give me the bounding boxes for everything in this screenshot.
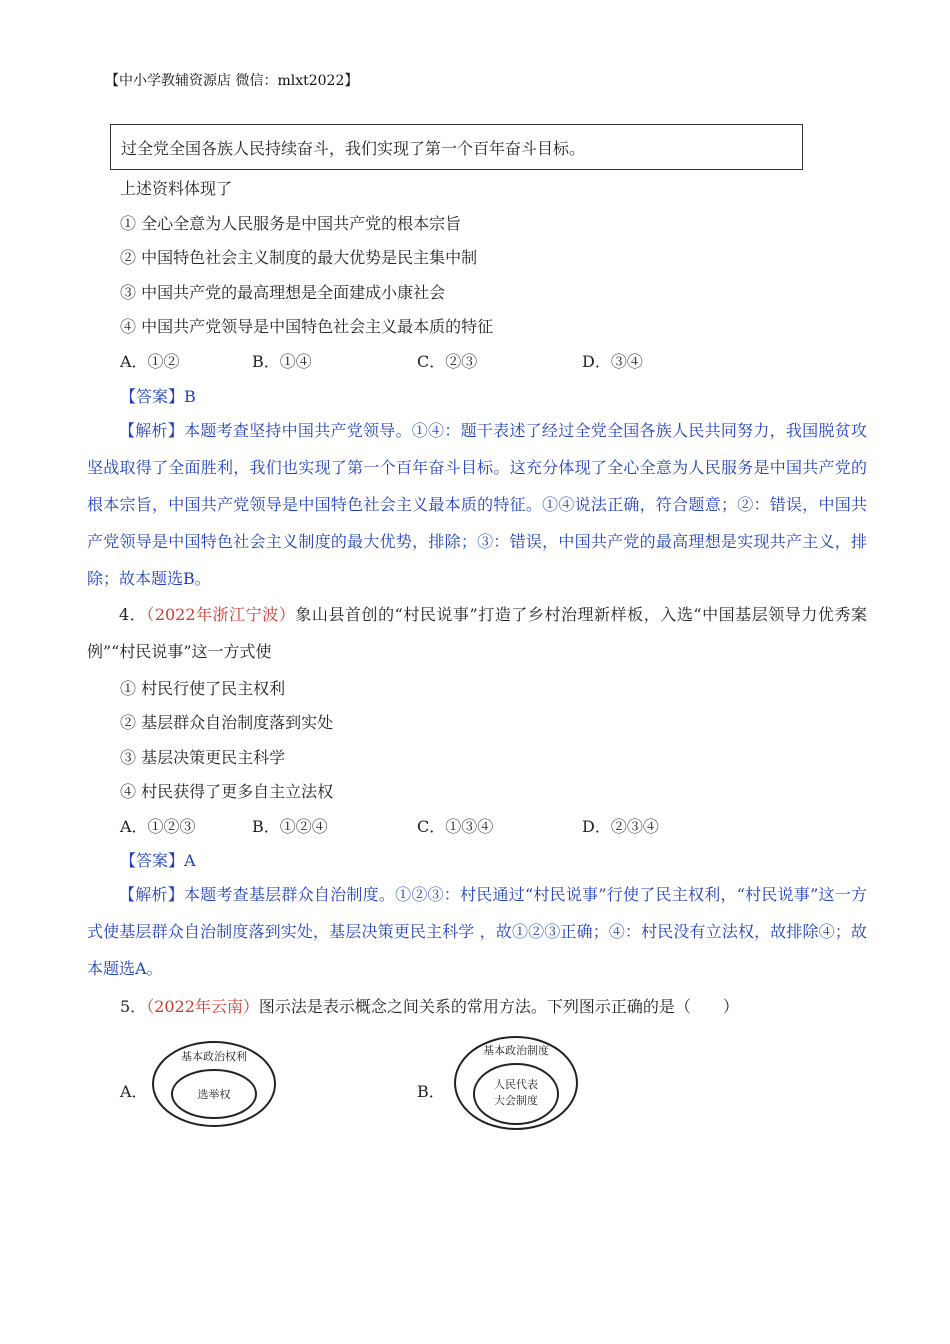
q5-number: 5．: [120, 997, 147, 1016]
q3-option-d: D．③④: [582, 352, 643, 371]
q4-analysis: 【解析】本题考查基层群众自治制度。①②③：村民通过“村民说事”行使了民主权利，“村民说事”这一方式使基层群众自治制度落到实处，基层决策更民主科学 ，故①②③正确；④：村民没有立法权，故排除④；故本题选A。: [87, 885, 867, 978]
q5-option-b-letter: B．: [417, 1082, 445, 1101]
q5-diagram-b: [450, 1032, 585, 1134]
q3-option-a: A．①②: [120, 352, 180, 371]
q4-answer: 【答案】A: [120, 851, 196, 870]
q3-statement-2: ② 中国特色社会主义制度的最大优势是民主集中制: [120, 248, 478, 267]
inner-label: 选举权: [197, 1088, 231, 1101]
q4-statement-4: ④ 村民获得了更多自主立法权: [120, 782, 334, 801]
q3-stem: 上述资料体现了: [120, 179, 233, 198]
q3-statement-1: ① 全心全意为人民服务是中国共产党的根本宗旨: [120, 214, 462, 233]
q3-option-c: C．②③: [417, 352, 478, 371]
q5-diagram-a: [148, 1036, 283, 1131]
q5-stem-block: [120, 994, 739, 1017]
q4-option-d: D．②③④: [582, 817, 659, 836]
outer-label: 基本政治权利: [181, 1050, 247, 1063]
q5-source: （2022年云南）: [146, 997, 259, 1016]
q4-option-b: B．①②④: [252, 817, 328, 836]
q3-answer: 【答案】B: [120, 387, 196, 406]
q4-stem: 象山县首创的“村民说事”打造了乡村治理新样板，入选“中国基层领导力优秀案例”“村民说事”这一方式使: [87, 605, 867, 661]
material-text: 过全党全国各族人民持续奋斗，我们实现了第一个百年奋斗目标。: [121, 139, 586, 158]
q4-statement-2: ② 基层群众自治制度落到实处: [120, 713, 334, 732]
page-header: 【中小学教辅资源店 微信：mlxt2022】: [105, 73, 359, 89]
q4-number: 4．: [119, 605, 147, 624]
q4-stem-block: [87, 596, 867, 670]
inner-label-line2: 大会制度: [494, 1094, 538, 1107]
material-box: [110, 124, 803, 170]
q3-analysis: 【解析】本题考查坚持中国共产党领导。①④：题干表述了经过全党全国各族人民共同努力，我国脱贫攻坚战取得了全面胜利，我们也实现了第一个百年奋斗目标。这充分体现了全心全意为人民服务是中国共产党的根本宗旨，中国共产党领导是中国特色社会主义最本质的特征。①④说法正确，符合题意；②：错误，中国共产党领导是中国特色社会主义制度的最大优势，排除；③：错误，中国共产党的最高理想是实现共产主义，排除；故本题选B。: [87, 421, 867, 588]
q3-option-b: B．①④: [252, 352, 312, 371]
q4-option-a: A．①②③: [120, 817, 196, 836]
inner-label-line1: 人民代表: [494, 1078, 538, 1091]
q4-statement-3: ③ 基层决策更民主科学: [120, 748, 286, 767]
q4-source: （2022年浙江宁波）: [146, 605, 296, 624]
q3-statement-3: ③ 中国共产党的最高理想是全面建成小康社会: [120, 283, 446, 302]
outer-label: 基本政治制度: [483, 1044, 549, 1057]
q3-statement-4: ④ 中国共产党领导是中国特色社会主义最本质的特征: [120, 317, 494, 336]
q5-stem: 图示法是表示概念之间关系的常用方法。下列图示正确的是（ ）: [258, 997, 739, 1016]
q4-statement-1: ① 村民行使了民主权利: [120, 679, 286, 698]
q4-option-c: C．①③④: [417, 817, 494, 836]
q5-option-a-letter: A．: [120, 1082, 148, 1101]
